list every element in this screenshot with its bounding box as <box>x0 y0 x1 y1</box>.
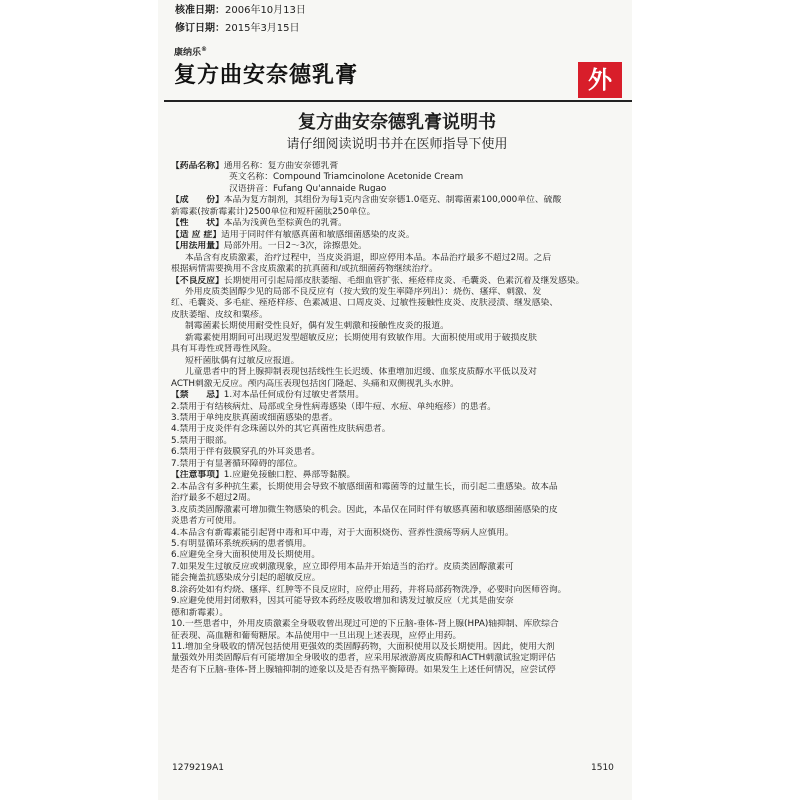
contraindication-line: 2.禁用于有结核病灶、局部或全身性病毒感染（即牛痘、水痘、单纯疱疹）的患者。 <box>171 401 497 412</box>
pinyin-name-line: 汉语拼音：Fufang Qu'annaide Rugao <box>229 183 387 194</box>
leaflet-body <box>171 161 623 676</box>
drug-name-line: 【药品名称】通用名称：复方曲安奈德乳膏 <box>171 161 339 171</box>
precaution-line: 征表现、高血糖和葡萄糖尿。本品使用中一旦出现上述表现，应停止用药。 <box>171 630 462 641</box>
english-name-line: 英文名称：Compound Triamcinolone Acetonide Cream <box>229 172 464 183</box>
precaution-line: 10.一些患者中，外用皮质激素全身吸收曾出现过可逆的下丘脑-垂体-肾上腺(HPA)轴抑制、库欣综合 <box>171 619 559 630</box>
precaution-line: 5.有明显循环系统疾病的患者慎用。 <box>171 538 312 549</box>
usage-line: 【用法用量】局部外用。一日2～3次，涂擦患处。 <box>171 241 367 252</box>
precaution-line: 6.应避免全身大面积使用及长期使用。 <box>171 550 321 561</box>
precaution-line: 2.本品含有多种抗生素，长期使用会导致不敏感细菌和霉菌等的过量生长，而引起二重感染。故本品 <box>171 481 558 492</box>
composition-line: 【成 份】本品为复方制剂，其组份为每1克内含曲安奈德1.0毫克、制霉菌素100,000单位、硫酸 <box>171 195 562 206</box>
precaution-line: 是否有下丘脑-垂体-肾上腺轴抑制的迹象以及是否有热平衡障碍。如果发生上述任何情况，应尝试停 <box>171 664 556 675</box>
revision-date-line: 修订日期：2015年3月15日 <box>175 23 300 34</box>
precaution-line: 7.如果发生过敏反应或刺激现象，应立即停用本品并开始适当的治疗。皮质类固醇激素可 <box>171 561 514 572</box>
precaution-line: 4.本品含有新霉素能引起肾中毒和耳中毒，对于大面积烧伤、营养性溃疡等病人应慎用。 <box>171 527 514 538</box>
leaflet-subtitle: 请仔细阅读说明书并在医师指导下使用 <box>286 137 508 152</box>
adverse-line: 外用皮质类固醇少见的局部不良反应有（按大致的发生率降序列出）：烧伤、瘙痒、刺激、发 <box>185 286 542 297</box>
adverse-line: ACTH刺激无反应。颅内高压表现包括囟门隆起、头痛和双侧视乳头水肿。 <box>171 378 459 389</box>
adverse-line: 儿童患者中的肾上腺抑制表现包括线性生长迟缓、体重增加迟缓、血浆皮质醇水平低以及对 <box>185 367 537 378</box>
revision-date: 2015年3月15日 <box>225 23 300 34</box>
adverse-line: 具有耳毒性或肾毒性风险。 <box>171 344 277 355</box>
adverse-line: 红、毛囊炎、多毛症、痤疮样疹、色素减退、口周皮炎、过敏性接触性皮炎、皮肤浸渍、继发感染、 <box>171 298 559 309</box>
header-divider <box>164 100 632 102</box>
approval-date-line: 核准日期：2006年10月13日 <box>175 5 306 16</box>
print-code: 1279219A1 <box>172 763 224 773</box>
composition-line: 新霉素(按新霉素计)2500单位和短杆菌肽250单位。 <box>171 206 376 217</box>
precaution-line: 量强效外用类固醇后有可能增加全身吸收的患者，应采用尿液游离皮质醇和ACTH刺激试验定期评估 <box>171 653 556 664</box>
adverse-line: 皮肤萎缩、皮纹和粟疹。 <box>171 309 268 320</box>
brand-logo: 康纳乐® <box>174 46 208 58</box>
contraindication-line: 7.禁用于有显著循环障碍的部位。 <box>171 458 303 469</box>
version-code: 1510 <box>591 763 614 773</box>
contraindication-line: 4.禁用于皮炎伴有念珠菌以外的其它真菌性皮肤病患者。 <box>171 424 391 435</box>
appearance-line: 【性 状】本品为浅黄色至棕黄色的乳膏。 <box>171 218 347 229</box>
precaution-line: 炎患者方可使用。 <box>171 516 242 527</box>
precaution-line: 能会掩盖抗感染成分引起的超敏反应。 <box>171 573 321 584</box>
usage-line: 本品含有皮质激素，治疗过程中，当皮炎消退，即应停用本品。本品治疗最多不超过2周。之后 <box>185 252 552 263</box>
indications-line: 【适 应 症】适用于同时伴有敏感真菌和敏感细菌感染的皮炎。 <box>171 229 415 240</box>
precaution-line: 德和新霉素）。 <box>171 607 229 618</box>
precaution-line: 9.应避免使用封闭敷料，因其可能导致本药经皮吸收增加和诱发过敏反应（尤其是曲安奈 <box>171 596 514 607</box>
adverse-line: 短杆菌肽偶有过敏反应报道。 <box>185 355 300 366</box>
product-title: 复方曲安奈德乳膏 <box>174 63 359 88</box>
precaution-line: 11.增加全身吸收的情况包括使用更强效的类固醇药物，大面积使用以及长期使用。因此，使用大剂 <box>171 642 555 653</box>
approval-date: 2006年10月13日 <box>225 5 306 16</box>
contraindication-line: 3.禁用于单纯皮肤真菌或细菌感染的患者。 <box>171 412 338 423</box>
contraindication-line: 6.禁用于伴有鼓膜穿孔的外耳炎患者。 <box>171 447 321 458</box>
adverse-line: 【不良反应】长期使用可引起局部皮肤萎缩、毛细血管扩张、痤疮样皮炎、毛囊炎、色素沉着及继发感染。 <box>171 275 585 286</box>
precaution-line: 8.涂药处如有灼烧、瘙痒、红肿等不良反应时，应停止用药，并将局部药物洗净，必要时向医师咨询。 <box>171 584 567 595</box>
leaflet-title: 复方曲安奈德乳膏说明书 <box>298 112 496 133</box>
precaution-line: 3.皮质类固醇激素可增加微生物感染的机会。因此，本品仅在同时伴有敏感真菌和敏感细菌感染的皮 <box>171 504 558 515</box>
external-use-badge: 外 <box>578 62 622 98</box>
adverse-line: 新霉素使用期间可出现迟发型超敏反应；长期使用有致敏作用。大面积使用或用于破损皮肤 <box>185 332 537 343</box>
contraindication-line: 5.禁用于眼部。 <box>171 435 233 446</box>
precaution-line: 【注意事项】1.应避免接触口腔、鼻部等黏膜。 <box>171 470 356 481</box>
adverse-line: 制霉菌素长期使用耐受性良好，偶有发生刺激和接触性皮炎的报道。 <box>185 321 449 332</box>
usage-line: 根据病情需要换用不含皮质激素的抗真菌和/或抗细菌药物继续治疗。 <box>171 264 438 275</box>
precaution-line: 治疗最多不超过2周。 <box>171 493 256 504</box>
contraindication-line: 【禁 忌】1.对本品任何成份有过敏史者禁用。 <box>171 390 365 401</box>
